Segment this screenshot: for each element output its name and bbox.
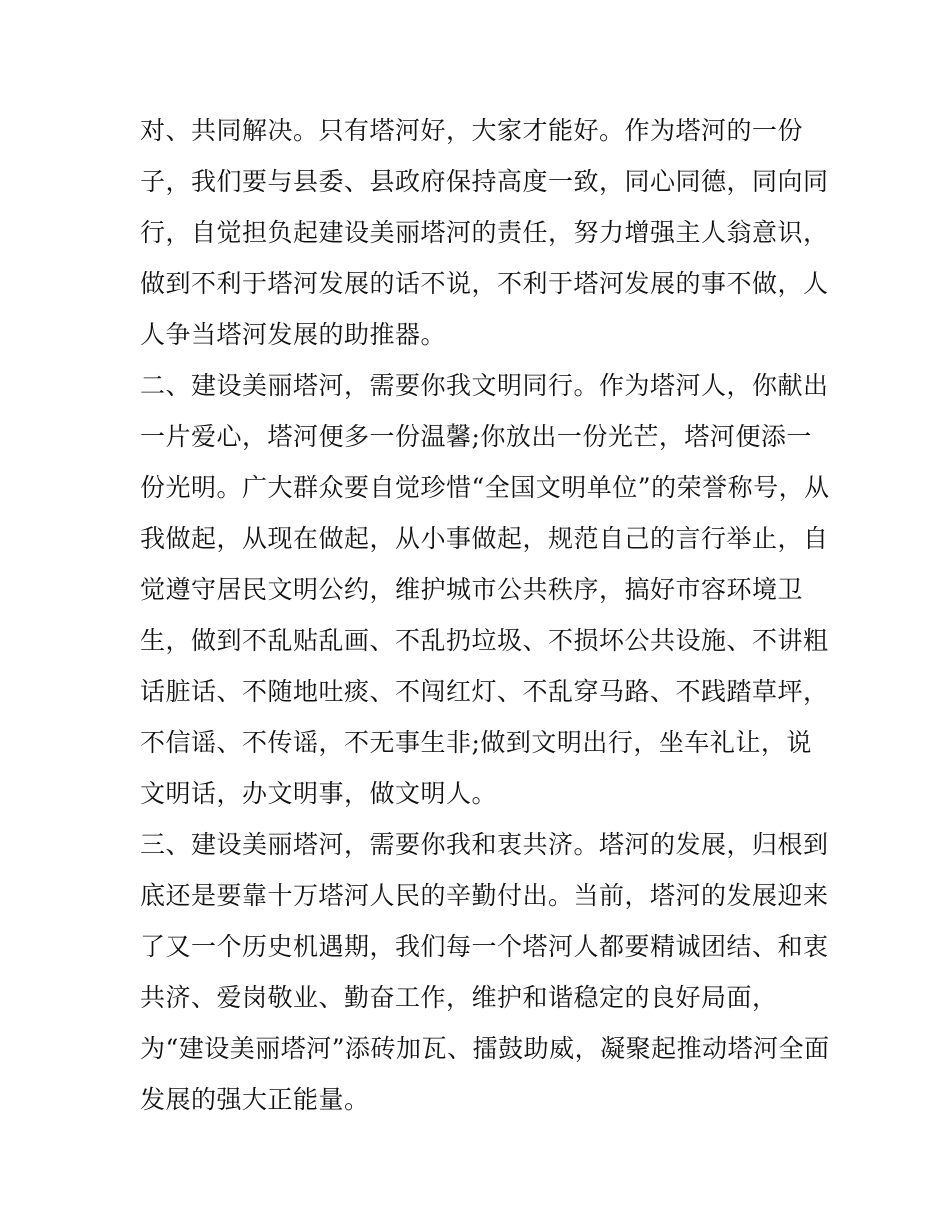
text-line-15: 三、建设美丽塔河，需要你我和衷共济。塔河的发展，归根到: [140, 830, 829, 859]
text-line-11: 生，做到不乱贴乱画、不乱扔垃圾、不损坏公共设施、不讲粗: [140, 626, 829, 655]
document-body: [140, 105, 830, 1125]
text-line-6: 二、建设美丽塔河，需要你我文明同行。作为塔河人，你献出: [140, 371, 829, 400]
text-line-9: 我做起，从现在做起，从小事做起，规范自己的言行举止，自: [140, 524, 829, 553]
text-line-12: 话脏话、不随地吐痰、不闯红灯、不乱穿马路、不践踏草坪，: [140, 677, 829, 706]
text-line-18: 共济、爱岗敬业、勤奋工作，维护和谐稳定的良好局面，: [140, 983, 778, 1012]
text-line-2: 子，我们要与县委、县政府保持高度一致，同心同德，同向同: [140, 167, 829, 196]
text-line-8: 份光明。广大群众要自觉珍惜“全国文明单位”的荣誉称号，从: [140, 473, 830, 502]
text-line-3: 行，自觉担负起建设美丽塔河的责任，努力增强主人翁意识，: [140, 218, 829, 247]
text-line-10: 觉遵守居民文明公约，维护城市公共秩序，搞好市容环境卫: [140, 575, 804, 604]
text-line-19: 为“建设美丽塔河”添砖加瓦、擂鼓助威，凝聚起推动塔河全面: [140, 1034, 830, 1063]
text-line-16: 底还是要靠十万塔河人民的辛勤付出。当前，塔河的发展迎来: [140, 881, 829, 910]
text-line-14: 文明话，办文明事，做文明人。: [140, 779, 498, 808]
text-line-20: 发展的强大正能量。: [140, 1085, 370, 1114]
text-line-13: 不信谣、不传谣，不无事生非;做到文明出行，坐车礼让，说: [140, 728, 812, 757]
text-line-17: 了又一个历史机遇期，我们每一个塔河人都要精诚团结、和衷: [140, 932, 829, 961]
text-line-1: 对、共同解决。只有塔河好，大家才能好。作为塔河的一份: [140, 116, 804, 145]
text-line-5: 人争当塔河发展的助推器。: [140, 320, 447, 349]
text-line-7: 一片爱心，塔河便多一份温馨;你放出一份光芒，塔河便添一: [140, 422, 812, 451]
text-line-4: 做到不利于塔河发展的话不说，不利于塔河发展的事不做，人: [140, 269, 829, 298]
